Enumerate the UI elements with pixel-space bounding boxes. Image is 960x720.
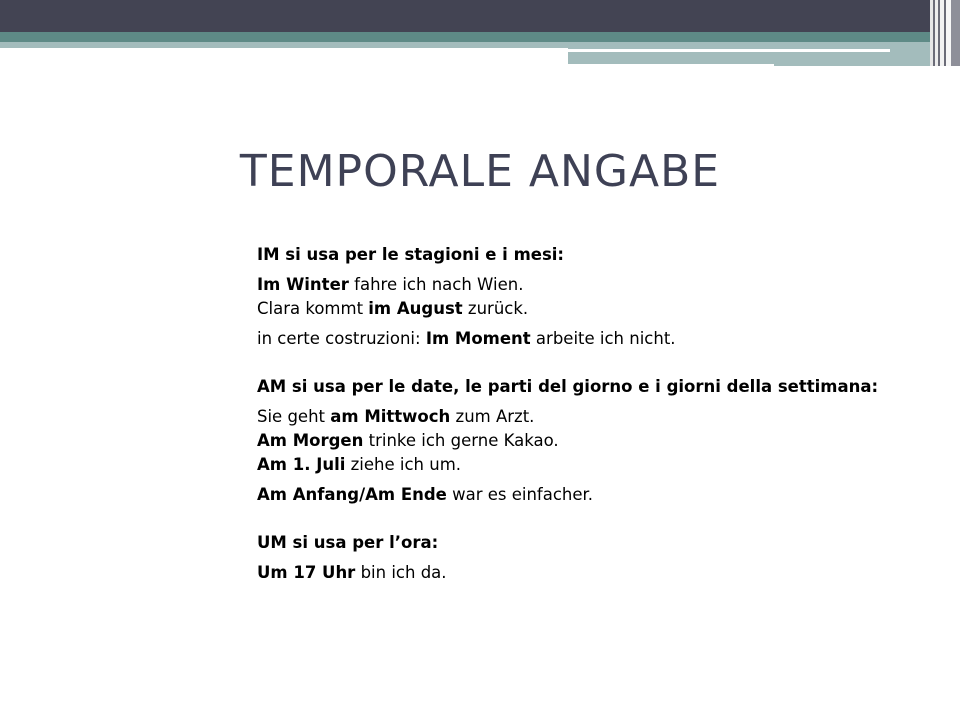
am-heading: AM si usa per le date, le parti del giorno e i giorni della settimana: [257,377,879,396]
im-example-3-post: arbeite ich nicht. [530,329,676,348]
header-white-line [568,49,890,52]
am-example-4-rest: war es einfacher. [446,485,594,504]
im-example-2-bold: im August [368,299,463,318]
am-example-4 [257,483,937,507]
header-band-light [0,42,568,48]
slide-body [257,243,937,585]
im-heading: IM si usa per le stagioni e i mesi: [257,245,565,264]
header-vertical-stripes [930,0,960,66]
im-example-2-pre: Clara kommt [257,299,369,318]
am-example-1-pre: Sie geht [257,407,331,426]
header-band-right-thin [774,64,940,66]
im-example-1-rest: fahre ich nach Wien. [348,275,524,294]
am-example-1-bold: am Mittwoch [330,407,451,426]
um-example-1-bold: Um 17 Uhr [257,563,356,582]
im-example-1-bold: Im Winter [257,275,349,294]
am-example-2 [257,429,937,453]
im-example-3 [257,327,937,351]
im-example-2-post: zurück. [462,299,529,318]
am-example-3-rest: ziehe ich um. [345,455,462,474]
um-heading: UM si usa per l’ora: [257,533,439,552]
header-band-right-block [568,42,940,64]
header-band-teal [0,32,960,42]
am-example-3 [257,453,937,477]
im-example-3-pre: in certe costruzioni: [257,329,426,348]
am-example-4-bold: Am Anfang/Am Ende [257,485,447,504]
am-example-2-bold: Am Morgen [257,431,364,450]
im-example-1 [257,273,937,297]
im-example-2 [257,297,937,321]
am-example-2-rest: trinke ich gerne Kakao. [363,431,559,450]
um-example-1 [257,561,937,585]
um-example-1-rest: bin ich da. [355,563,447,582]
am-example-1 [257,405,937,429]
am-example-3-bold: Am 1. Juli [257,455,346,474]
slide-title: TEMPORALE ANGABE [239,146,721,197]
header-band-dark [0,0,960,32]
im-example-3-bold: Im Moment [425,329,531,348]
am-example-1-post: zum Arzt. [450,407,535,426]
